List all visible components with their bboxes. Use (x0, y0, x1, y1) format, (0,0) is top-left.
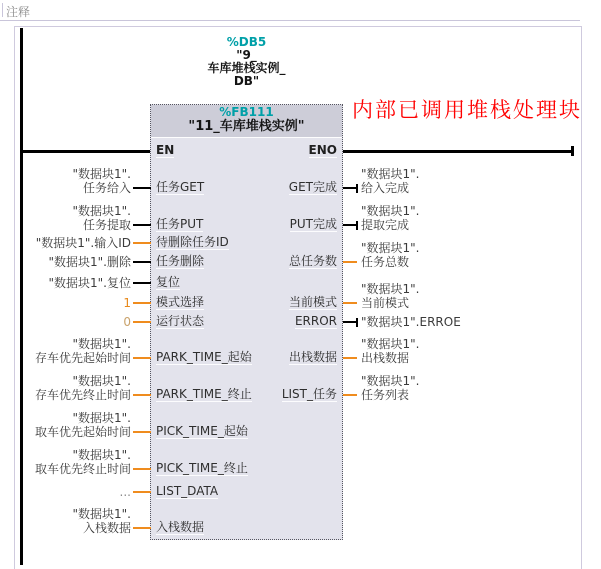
block-output-operand[interactable]: "数据块1". 提取完成 (361, 204, 420, 232)
block-input-pin: 入栈数据 (156, 520, 205, 534)
en-pin-label: EN (156, 143, 175, 157)
block-output-operand[interactable]: "数据块1".ERROE (361, 315, 461, 329)
instance-db-name-line: 车库堆栈实例_ (207, 61, 286, 75)
fb-block-title: "11_车库堆栈实例" (188, 119, 305, 134)
block-output-pin: 当前模式 (288, 295, 337, 309)
block-input-pin: PARK_TIME_起始 (156, 350, 252, 364)
eno-pin-label: ENO (308, 143, 337, 157)
block-output-pin: 出栈数据 (288, 350, 337, 364)
block-input-wire (133, 224, 151, 226)
block-output-wire (343, 321, 357, 323)
block-output-wire (343, 187, 357, 189)
fb-block-header[interactable] (151, 105, 342, 138)
block-output-pin: LIST_任务 (281, 387, 337, 401)
block-input-wire (133, 242, 151, 244)
block-input-operand[interactable]: 0 (123, 315, 131, 329)
block-input-wire (133, 282, 151, 284)
block-input-operand[interactable]: "数据块1".删除 (48, 255, 131, 269)
block-output-operand[interactable]: "数据块1". 出栈数据 (361, 337, 420, 365)
block-input-wire (133, 321, 151, 323)
block-output-pin: ERROR (294, 314, 337, 328)
block-input-pin: PICK_TIME_终止 (156, 461, 248, 475)
block-input-operand[interactable]: "数据块1". 入栈数据 (72, 507, 131, 535)
block-output-pin: PUT完成 (289, 217, 337, 231)
block-input-wire (133, 431, 151, 433)
block-output-wire (343, 261, 357, 263)
block-output-operand[interactable]: "数据块1". 给入完成 (361, 167, 420, 195)
block-input-wire (133, 468, 151, 470)
block-input-pin: 任务删除 (156, 254, 205, 268)
block-input-pin: 运行状态 (156, 314, 205, 328)
block-input-operand[interactable]: "数据块1".复位 (48, 276, 131, 290)
block-input-wire (133, 394, 151, 396)
power-rail (20, 28, 23, 565)
block-output-operand[interactable]: "数据块1". 任务总数 (361, 241, 420, 269)
block-output-wire (343, 394, 357, 396)
rung-wire-right (343, 150, 572, 153)
block-output-operand[interactable]: "数据块1". 任务列表 (361, 374, 420, 402)
block-input-pin: 任务PUT (156, 217, 204, 231)
block-input-wire (133, 357, 151, 359)
block-output-wire (343, 357, 357, 359)
output-assign-tick (356, 221, 358, 230)
block-input-pin: PARK_TIME_终止 (156, 387, 252, 401)
instance-db-address: %DB5 (226, 35, 267, 49)
block-output-operand[interactable]: "数据块1". 当前模式 (361, 282, 420, 310)
block-input-pin: PICK_TIME_起始 (156, 424, 248, 438)
comment-divider (0, 20, 580, 21)
rung-end-tick (571, 146, 574, 156)
fb-block-address: %FB111 (219, 105, 274, 119)
block-input-wire (133, 527, 151, 529)
network-annotation: 内部已调用堆栈处理块 (352, 98, 582, 122)
block-input-operand[interactable]: "数据块1". 取车优先终止时间 (34, 448, 131, 476)
block-output-wire (343, 224, 357, 226)
network-canvas-border-top (14, 26, 582, 27)
network-comment-label[interactable]: 注释 (6, 5, 31, 19)
block-input-operand[interactable]: "数据块1". 任务给入 (72, 167, 131, 195)
block-input-pin: LIST_DATA (156, 484, 219, 498)
block-input-pin: 复位 (156, 275, 181, 289)
block-input-operand[interactable]: "数据块1".输入ID (35, 236, 131, 250)
block-output-pin: GET完成 (288, 180, 337, 194)
instance-db-name-line: DB" (233, 74, 260, 88)
block-input-operand[interactable]: 1 (123, 296, 131, 310)
block-input-operand[interactable]: "数据块1". 任务提取 (72, 204, 131, 232)
block-input-pin: 任务GET (156, 180, 205, 194)
rung-wire-left (23, 150, 150, 153)
block-output-wire (343, 302, 357, 304)
block-input-operand[interactable]: ... (119, 485, 131, 499)
block-input-wire (133, 261, 151, 263)
instance-db-name-line: "9_ (236, 48, 257, 62)
block-input-wire (133, 491, 151, 493)
output-assign-tick (356, 318, 358, 327)
block-input-operand[interactable]: "数据块1". 存车优先终止时间 (34, 374, 131, 402)
block-input-pin: 模式选择 (156, 295, 205, 309)
instance-db-header[interactable] (150, 36, 343, 88)
block-input-wire (133, 302, 151, 304)
block-input-pin: 待删除任务ID (156, 235, 229, 249)
output-assign-tick (356, 184, 358, 193)
network-canvas-border-left (14, 26, 15, 569)
block-output-pin: 总任务数 (288, 254, 337, 268)
comment-cursor-tick (2, 3, 3, 17)
block-input-wire (133, 187, 151, 189)
block-input-operand[interactable]: "数据块1". 存车优先起始时间 (34, 337, 131, 365)
block-input-operand[interactable]: "数据块1". 取车优先起始时间 (34, 411, 131, 439)
